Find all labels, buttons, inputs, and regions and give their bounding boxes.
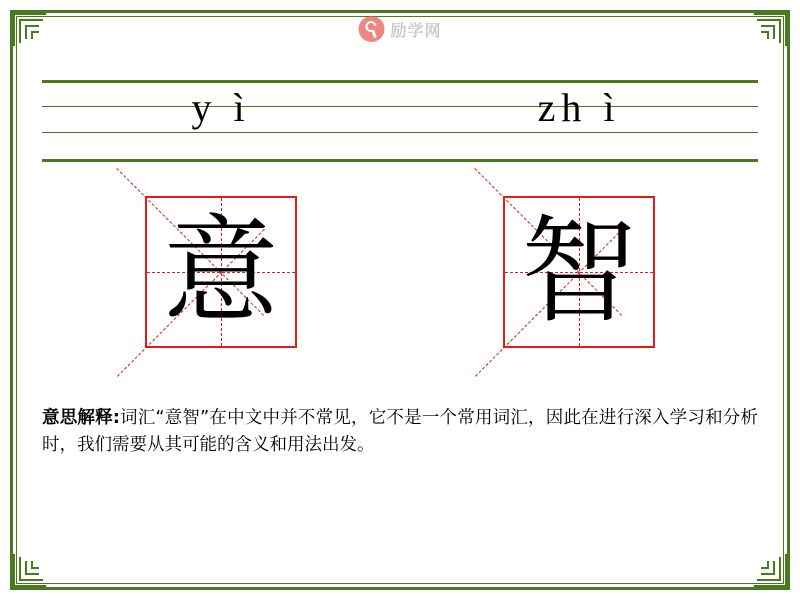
hanzi-character-2: 智 [521,204,637,339]
site-brand-label: 励学网 [390,20,442,40]
corner-ornament-top-left-icon [12,12,46,46]
explanation-block [42,405,758,459]
pinyin-text-1: y ì [191,85,251,130]
corner-ornament-bottom-right-icon [754,554,788,588]
corner-ornament-top-right-icon [754,12,788,46]
hanzi-character-1: 意 [163,204,279,339]
staff-line-4 [42,159,758,162]
character-cell-2 [400,196,758,360]
pinyin-cell-2 [400,80,758,140]
tianzige-box-2 [503,196,655,348]
pinyin-row [42,80,758,140]
explanation-label: 意思解释: [42,408,120,428]
explanation-body: 词汇“意智”在中文中并不常见，它不是一个常用词汇，因此在进行深入学习和分析时，我们需要从其可能的含义和用法出发。 [42,408,759,456]
pinyin-text-2: zh ì [537,85,621,130]
site-watermark [358,16,441,42]
pinyin-staff-area [42,80,758,162]
character-grid-area [42,196,758,360]
character-cell-1 [42,196,400,360]
tianzige-box-1 [145,196,297,348]
pinyin-cell-1 [42,80,400,140]
corner-ornament-bottom-left-icon [12,554,46,588]
swirl-logo-icon [358,16,384,42]
